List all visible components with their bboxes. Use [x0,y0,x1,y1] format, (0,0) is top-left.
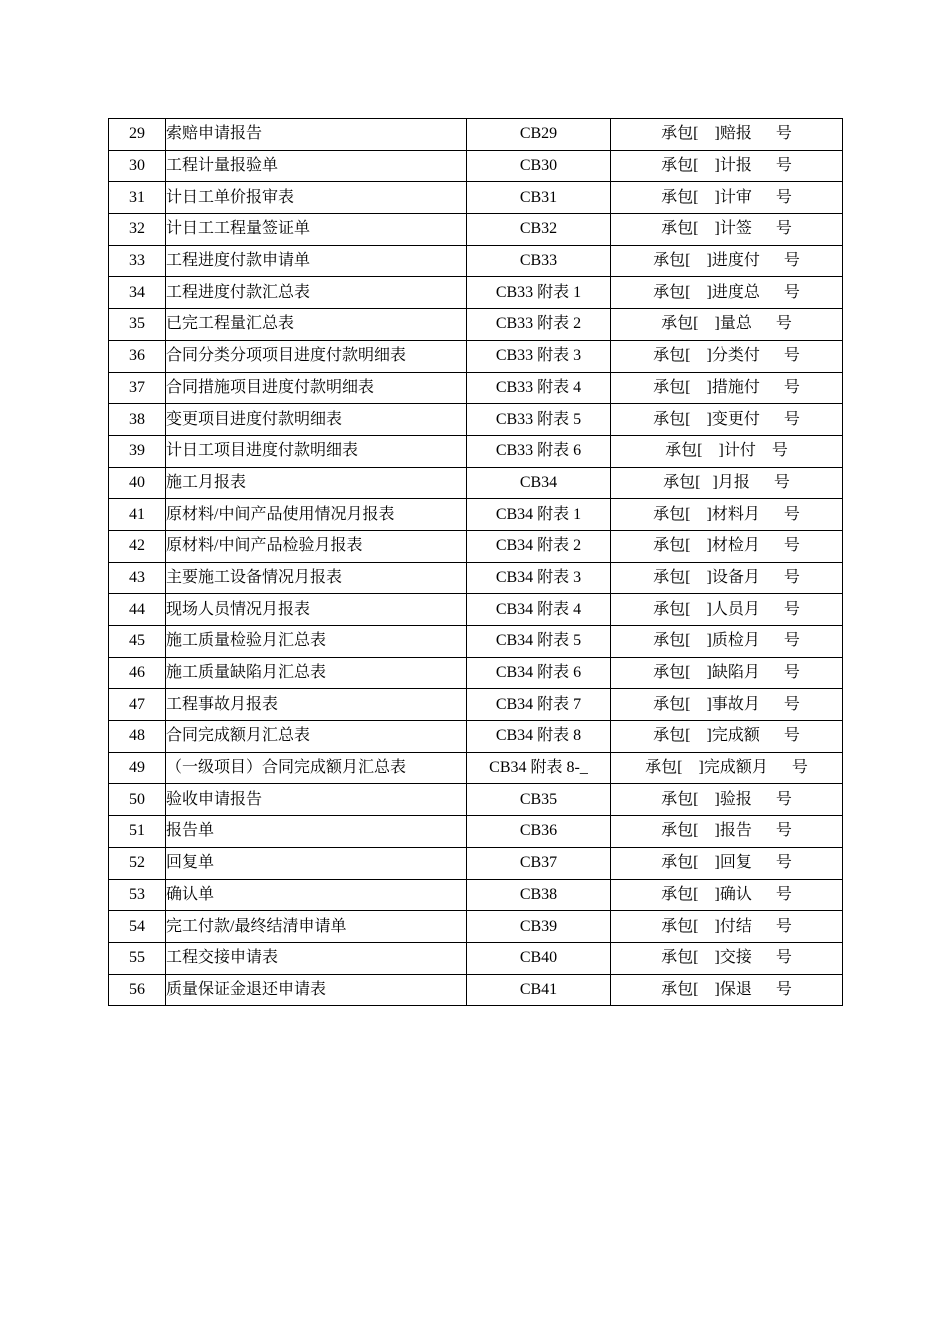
form-number-cell [611,119,843,151]
form-name-text: 索赔申请报告 [166,125,263,143]
row-number-cell [109,435,166,467]
form-code-cell [467,911,611,943]
form-number-text: 承包[ ]量总 号 [661,315,792,333]
table-row [109,657,843,689]
table-row [109,974,843,1006]
row-number-cell [109,911,166,943]
row-number-text: 48 [129,727,145,745]
row-number-cell [109,245,166,277]
form-number-text: 承包[ ]措施付 号 [653,378,800,396]
form-number-cell [611,372,843,404]
form-number-text: 承包[ ]计报 号 [661,157,792,175]
row-number-text: 40 [129,473,145,491]
form-code-cell [467,119,611,151]
form-code-cell [467,657,611,689]
form-code-text: CB34 附表 5 [495,632,582,650]
table-row [109,784,843,816]
form-name-cell [166,309,467,341]
form-number-cell [611,467,843,499]
form-code-cell [467,847,611,879]
form-number-text: 承包[ ]进度总 号 [653,283,800,301]
form-code-cell [467,689,611,721]
form-code-text: CB33 附表 6 [495,442,582,460]
form-name-cell [166,562,467,594]
row-number-text: 55 [129,949,145,967]
row-number-cell [109,119,166,151]
row-number-text: 47 [129,695,145,713]
row-number-text: 53 [129,885,145,903]
form-number-text: 承包[ ]事故月 号 [653,695,800,713]
form-code-text: CB40 [519,949,558,967]
form-number-text: 承包[ ]完成额 号 [653,727,800,745]
form-name-text: 报告单 [166,822,215,840]
row-number-cell [109,721,166,753]
form-name-cell [166,499,467,531]
row-number-cell [109,530,166,562]
row-number-text: 29 [129,125,145,143]
form-name-text: 工程事故月报表 [166,695,279,713]
form-name-text: 变更项目进度付款明细表 [166,410,343,428]
form-name-cell [166,689,467,721]
form-name-cell [166,657,467,689]
form-code-text: CB35 [519,790,558,808]
table-row [109,530,843,562]
row-number-text: 41 [129,505,145,523]
table-row [109,309,843,341]
form-number-cell [611,150,843,182]
form-code-cell [467,150,611,182]
table-row [109,594,843,626]
form-code-text: CB41 [519,980,558,998]
form-number-cell [611,689,843,721]
form-name-text: 主要施工设备情况月报表 [166,568,343,586]
table-row [109,816,843,848]
row-number-cell [109,277,166,309]
form-name-cell [166,847,467,879]
table-row [109,277,843,309]
row-number-cell [109,974,166,1006]
form-number-text: 承包[ ]完成额月 号 [645,759,808,777]
row-number-cell [109,499,166,531]
form-code-cell [467,309,611,341]
form-number-text: 承包[ ]分类付 号 [653,347,800,365]
form-name-cell [166,784,467,816]
form-code-cell [467,879,611,911]
form-name-text: 计日工项目进度付款明细表 [166,442,359,460]
row-number-text: 50 [129,790,145,808]
form-number-text: 承包[ ]缺陷月 号 [653,664,800,682]
form-code-cell [467,340,611,372]
table-row [109,689,843,721]
form-name-cell [166,626,467,658]
table-row [109,214,843,246]
form-number-cell [611,594,843,626]
form-code-text: CB34 附表 6 [495,664,582,682]
form-number-text: 承包[ ]确认 号 [661,885,792,903]
form-number-text: 承包[ ]计审 号 [661,188,792,206]
form-number-cell [611,435,843,467]
form-number-cell [611,340,843,372]
row-number-cell [109,942,166,974]
row-number-cell [109,689,166,721]
form-code-cell [467,182,611,214]
row-number-cell [109,214,166,246]
row-number-text: 46 [129,664,145,682]
table-row [109,721,843,753]
form-number-text: 承包[ ]质检月 号 [653,632,800,650]
form-code-cell [467,435,611,467]
form-name-text: 施工质量缺陷月汇总表 [166,664,327,682]
form-name-text: 计日工单价报审表 [166,188,295,206]
row-number-text: 34 [129,283,145,301]
form-code-cell [467,372,611,404]
form-code-cell [467,594,611,626]
table-row [109,911,843,943]
form-number-cell [611,911,843,943]
row-number-text: 35 [129,315,145,333]
row-number-cell [109,879,166,911]
form-number-cell [611,245,843,277]
form-code-text: CB34 附表 3 [495,568,582,586]
row-number-text: 31 [129,188,145,206]
form-number-text: 承包[ ]赔报 号 [661,125,792,143]
form-code-cell [467,214,611,246]
form-name-text: 原材料/中间产品使用情况月报表 [166,505,395,523]
form-number-cell [611,562,843,594]
form-number-text: 承包[ ]进度付 号 [653,252,800,270]
row-number-cell [109,404,166,436]
form-number-text: 承包[ ]保退 号 [661,980,792,998]
form-code-cell [467,277,611,309]
form-name-cell [166,404,467,436]
form-number-text: 承包[ ]验报 号 [661,790,792,808]
form-code-cell [467,816,611,848]
form-name-cell [166,530,467,562]
form-code-text: CB34 附表 7 [495,695,582,713]
form-code-text: CB37 [519,854,558,872]
row-number-text: 45 [129,632,145,650]
form-number-cell [611,404,843,436]
form-name-cell [166,214,467,246]
row-number-text: 36 [129,347,145,365]
row-number-cell [109,562,166,594]
form-name-text: 工程进度付款汇总表 [166,283,311,301]
form-code-cell [467,626,611,658]
form-number-cell [611,721,843,753]
form-name-text: 质量保证金退还申请表 [166,980,327,998]
form-number-cell [611,816,843,848]
row-number-text: 56 [129,980,145,998]
form-number-cell [611,309,843,341]
form-code-cell [467,404,611,436]
form-number-text: 承包[ ]设备月 号 [653,568,800,586]
form-number-text: 承包[ ]计付 号 [665,442,788,460]
form-code-text: CB31 [519,188,558,206]
table-row [109,119,843,151]
table-row [109,879,843,911]
forms-table [108,118,843,1006]
form-number-cell [611,784,843,816]
row-number-text: 51 [129,822,145,840]
form-name-cell [166,150,467,182]
form-name-cell [166,721,467,753]
row-number-cell [109,847,166,879]
form-number-cell [611,942,843,974]
form-code-text: CB29 [519,125,558,143]
form-code-cell [467,942,611,974]
form-code-text: CB38 [519,885,558,903]
form-code-text: CB34 附表 8-_ [489,759,588,777]
form-name-cell [166,879,467,911]
table-row [109,467,843,499]
form-name-cell [166,942,467,974]
row-number-text: 43 [129,568,145,586]
form-name-text: 计日工工程量签证单 [166,220,311,238]
row-number-cell [109,784,166,816]
form-name-cell [166,974,467,1006]
row-number-cell [109,340,166,372]
form-name-text: 合同分类分项项目进度付款明细表 [166,347,407,365]
form-number-text: 承包[ ]人员月 号 [653,600,800,618]
form-name-cell [166,752,467,784]
table-row [109,182,843,214]
row-number-cell [109,752,166,784]
form-number-cell [611,182,843,214]
form-code-text: CB33 附表 2 [495,315,582,333]
row-number-cell [109,182,166,214]
form-number-cell [611,752,843,784]
form-name-cell [166,435,467,467]
form-name-cell [166,594,467,626]
form-number-cell [611,499,843,531]
form-number-text: 承包[ ]变更付 号 [653,410,800,428]
row-number-cell [109,594,166,626]
table-row [109,404,843,436]
table-row [109,626,843,658]
table-row [109,340,843,372]
form-name-cell [166,119,467,151]
form-code-cell [467,721,611,753]
table-row [109,942,843,974]
table-row [109,562,843,594]
form-code-text: CB39 [519,917,558,935]
form-number-cell [611,974,843,1006]
form-code-text: CB30 [519,157,558,175]
form-name-text: （一级项目）合同完成额月汇总表 [166,759,407,777]
form-code-text: CB33 附表 1 [495,283,582,301]
row-number-cell [109,150,166,182]
table-row [109,435,843,467]
form-number-cell [611,277,843,309]
forms-table-body [109,119,843,1006]
row-number-cell [109,467,166,499]
form-name-cell [166,911,467,943]
table-row [109,245,843,277]
row-number-text: 32 [129,220,145,238]
form-code-text: CB36 [519,822,558,840]
form-code-text: CB32 [519,220,558,238]
form-name-cell [166,245,467,277]
form-name-text: 确认单 [166,885,215,903]
form-number-text: 承包[ ]材检月 号 [653,537,800,555]
form-code-text: CB34 附表 4 [495,600,582,618]
form-code-cell [467,499,611,531]
form-name-text: 已完工程量汇总表 [166,315,295,333]
form-name-text: 回复单 [166,854,215,872]
form-number-text: 承包[ ]报告 号 [661,822,792,840]
form-name-text: 合同完成额月汇总表 [166,727,311,745]
form-name-cell [166,372,467,404]
form-number-text: 承包[ ]付结 号 [661,917,792,935]
form-code-text: CB34 [519,473,558,491]
form-name-cell [166,467,467,499]
form-number-cell [611,657,843,689]
form-code-cell [467,784,611,816]
form-number-text: 承包[ ]回复 号 [661,854,792,872]
form-code-text: CB34 附表 1 [495,505,582,523]
form-name-text: 原材料/中间产品检验月报表 [166,537,363,555]
form-name-text: 现场人员情况月报表 [166,600,311,618]
form-name-text: 施工月报表 [166,473,247,491]
form-name-text: 工程进度付款申请单 [166,252,311,270]
row-number-text: 38 [129,410,145,428]
form-code-cell [467,467,611,499]
row-number-text: 54 [129,917,145,935]
table-row [109,150,843,182]
table-row [109,752,843,784]
form-number-text: 承包[ ]交接 号 [661,949,792,967]
row-number-cell [109,657,166,689]
row-number-text: 30 [129,157,145,175]
form-number-text: 承包[ ]材料月 号 [653,505,800,523]
row-number-text: 37 [129,378,145,396]
row-number-text: 44 [129,600,145,618]
form-name-text: 完工付款/最终结清申请单 [166,917,347,935]
row-number-cell [109,816,166,848]
form-number-cell [611,626,843,658]
form-name-cell [166,816,467,848]
form-number-cell [611,847,843,879]
form-number-cell [611,214,843,246]
form-code-cell [467,245,611,277]
row-number-text: 39 [129,442,145,460]
form-code-text: CB34 附表 8 [495,727,582,745]
row-number-cell [109,626,166,658]
form-code-cell [467,562,611,594]
form-code-text: CB33 附表 5 [495,410,582,428]
form-name-text: 施工质量检验月汇总表 [166,632,327,650]
form-code-cell [467,530,611,562]
form-code-text: CB33 [519,252,558,270]
row-number-text: 42 [129,537,145,555]
form-name-text: 工程交接申请表 [166,949,279,967]
form-number-text: 承包[ ]计签 号 [661,220,792,238]
row-number-text: 52 [129,854,145,872]
form-name-cell [166,182,467,214]
form-name-cell [166,277,467,309]
form-number-cell [611,530,843,562]
form-name-text: 合同措施项目进度付款明细表 [166,378,375,396]
form-code-cell [467,974,611,1006]
row-number-text: 33 [129,252,145,270]
form-code-text: CB34 附表 2 [495,537,582,555]
form-code-text: CB33 附表 4 [495,378,582,396]
form-name-cell [166,340,467,372]
form-name-text: 验收申请报告 [166,790,263,808]
table-row [109,847,843,879]
row-number-cell [109,309,166,341]
form-code-text: CB33 附表 3 [495,347,582,365]
form-name-text: 工程计量报验单 [166,157,279,175]
form-code-cell [467,752,611,784]
table-row [109,499,843,531]
row-number-cell [109,372,166,404]
form-number-text: 承包[ ]月报 号 [663,473,790,491]
table-row [109,372,843,404]
form-number-cell [611,879,843,911]
row-number-text: 49 [129,759,145,777]
